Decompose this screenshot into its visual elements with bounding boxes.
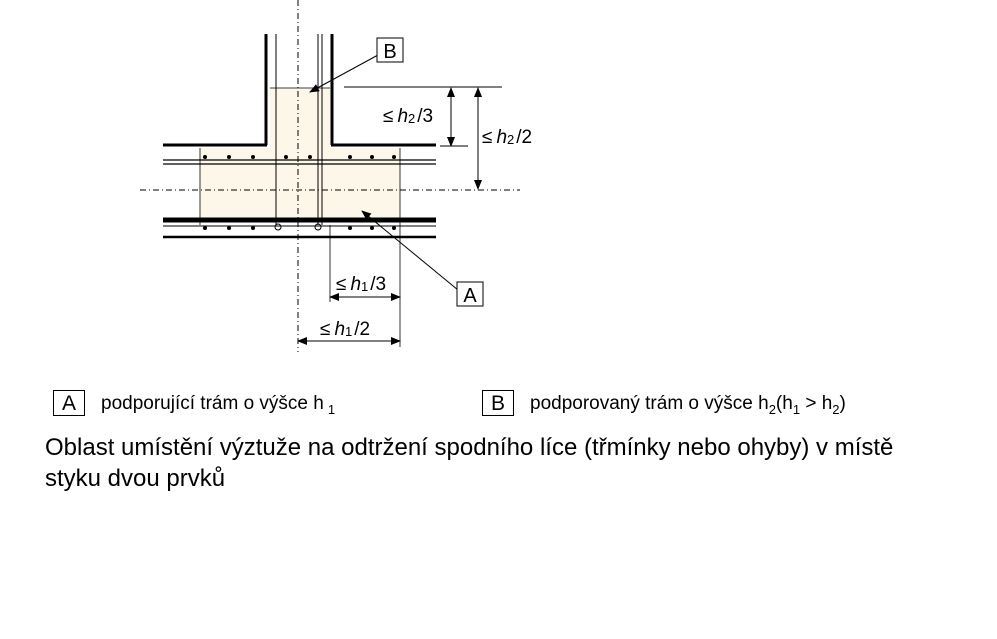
legend-a-box: A — [53, 390, 85, 416]
legend-b-text — [530, 393, 846, 417]
dim-h2-half-label: ≤ h2 /2 — [482, 127, 533, 148]
legend-a-text — [101, 393, 335, 417]
legend-a-subscript: 1 — [327, 401, 336, 417]
legend-b-label: podporovaný trám o výšce h — [530, 393, 769, 414]
legend-b-paren-close: ) — [839, 393, 846, 414]
bottom-bar-dots — [203, 224, 396, 230]
label-b: B — [383, 41, 397, 63]
dim-h1-half-label: ≤ h1 /2 — [320, 319, 371, 340]
dim-h1-third-label: ≤ h1 /3 — [336, 274, 387, 295]
legend-b-paren-sub1: 1 — [792, 401, 801, 417]
zone-fill-beam — [200, 148, 400, 220]
legend-b-paren-open: (h — [775, 393, 793, 414]
legend-b-subscript: 2 — [768, 401, 776, 417]
figure-caption: Oblast umístění výztuže na odtržení spodního líce (třmínky nebo ohyby) v místě styku dvou prvků — [45, 434, 894, 492]
zone-fill-column — [270, 88, 330, 148]
legend-a-label: podporující trám o výšce h — [101, 393, 324, 414]
legend-b-box: B — [482, 390, 514, 416]
leader-b-line — [310, 55, 378, 92]
legend-b-paren-sub2: 2 — [832, 401, 840, 417]
legend-b-gt: > h — [800, 393, 833, 414]
label-a: A — [463, 285, 477, 307]
dim-h2-third-label: ≤ h2 /3 — [383, 106, 434, 127]
